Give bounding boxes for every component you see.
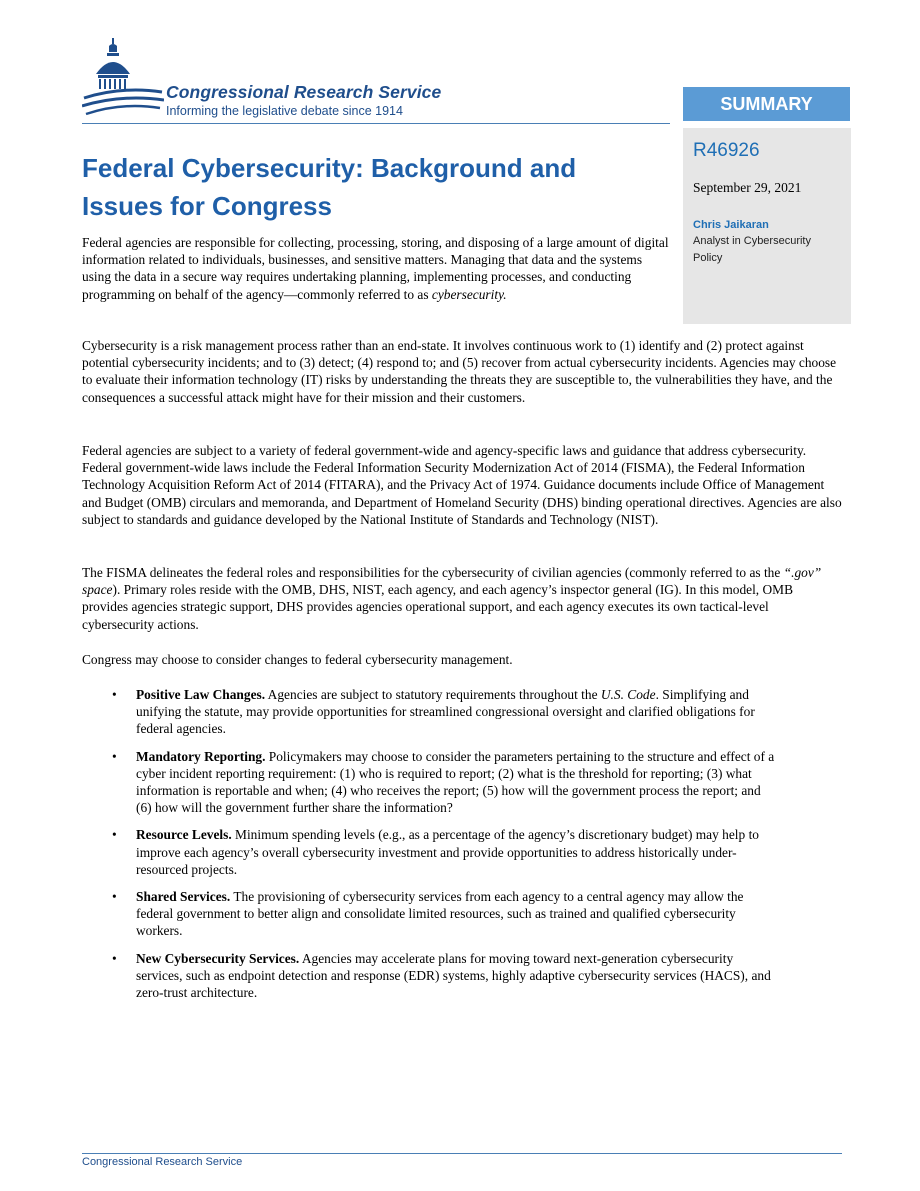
author-title: Analyst in Cybersecurity Policy <box>693 235 811 264</box>
bullet-icon: • <box>112 748 117 764</box>
list-item-label: Resource Levels. <box>136 827 232 843</box>
list-item-label: Mandatory Reporting. <box>136 748 266 764</box>
paragraph-intro-term: cybersecurity. <box>431 286 507 302</box>
list-item-label: Positive Law Changes. <box>136 687 266 702</box>
paragraph-congress: Congress may choose to consider changes to federal cybersecurity management. <box>82 652 513 667</box>
footer-text: Congressional Research Service <box>82 1156 243 1168</box>
bullet-icon: • <box>112 827 117 843</box>
list-item <box>82 888 776 940</box>
list-item-italic: U.S. Code <box>600 687 656 702</box>
report-number: R46926 <box>693 140 760 161</box>
list-item-label: New Cybersecurity Services. <box>136 950 300 966</box>
page-title: Federal Cybersecurity: Background and Issues for Congress <box>82 153 577 221</box>
paragraph-intro <box>82 234 672 303</box>
bullet-icon: • <box>112 687 117 702</box>
list-item <box>82 950 776 1002</box>
list-item-text-cont: . Simplifying and unifying the statute, may provide opportunities for streamlined congressional oversight and clarified obligations for federal agencies. <box>136 687 755 737</box>
paragraph-laws-guidance: Federal agencies are subject to a variety of federal government-wide and agency-specific laws and guidance that address cybersecurity. Federal government-wide laws include the Federal Information Security Modernization Act of 2014 (FISMA), the Federal Information Technology Acquisition Reform Act of 2014 (FITARA), and the Privacy Act of 1974. Guidance documents include Office of Management and Budget (OMB) circulars and memoranda, and Department of Homeland Security (DHS) binding operational directives. Agencies are also subject to standards and guidance developed by the National Institute of Standards and Technology (NIST). <box>82 443 842 527</box>
list-item-label: Shared Services. <box>136 889 231 905</box>
list-item-text: The provisioning of cybersecurity services from each agency to a central agency may allow the federal government to better align and consolidate limited resources, such as trained and qualified cybersecurity workers. <box>136 889 744 939</box>
paragraph-intro-text: Federal agencies are responsible for collecting, processing, storing, and disposing of a large amount of digital information related to individuals, businesses, and sensitive matters. Managing that data and the systems using the data in a secure way requires undertaking planning, implementing processes, and conducting programming on behalf of the agency—commonly referred to as <box>82 235 669 302</box>
brand-name: Congressional Research Service <box>166 82 442 102</box>
summary-sidebar <box>683 128 851 324</box>
report-date: September 29, 2021 <box>693 180 802 195</box>
capitol-dome-icon <box>82 36 164 124</box>
list-item-text: Agencies are subject to statutory requirements throughout the <box>265 687 601 702</box>
list-item-text: Policymakers may choose to consider the parameters pertaining to the structure and effect of a cyber incident reporting requirement: (1) who is required to report; (2) what is the threshold for reporting; (3) what information is reportable and when; (4) who receives the report; (5) how will the government process the report; and (6) how will the government further share the information? <box>136 748 775 816</box>
paragraph-fisma-text: The FISMA delineates the federal roles and responsibilities for the cybersecurity of civilian agencies (commonly referred to as the <box>82 565 784 580</box>
paragraph-fisma-text-cont: ). Primary roles reside with the OMB, DHS, NIST, each agency, and each agency’s inspector general (IG). In this model, OMB provides agencies strategic support, DHS provides agencies operational support, and each agency executes its own tactical-level cybersecurity actions. <box>82 582 794 632</box>
list-item <box>82 748 776 817</box>
brand-tagline: Informing the legislative debate since 1914 <box>166 104 403 118</box>
paragraph-risk-management: Cybersecurity is a risk management process rather than an end-state. It involves continuous work to (1) identify and (2) protect against potential cybersecurity incidents; and to (3) detect; (4) respond to; and (5) recover from actual cybersecurity incidents. Agencies may choose to evaluate their information technology (IT) risks by understanding the threats they are susceptible to, the vulnerabilities they have, and the consequences a successful attack might have for their mission and their customers. <box>82 338 837 405</box>
paragraph-fisma-term: “.gov” space <box>82 565 822 598</box>
crs-logo <box>82 36 482 124</box>
list-item <box>82 686 776 738</box>
list-item-text: Minimum spending levels (e.g., as a percentage of the agency’s discretionary budget) may help to improve each agency’s overall cybersecurity investment and provide opportunities to address historically under-resourced projects. <box>136 827 759 877</box>
footer-divider <box>82 1153 842 1154</box>
bullet-icon: • <box>112 889 117 905</box>
paragraph-fisma-roles <box>82 564 842 633</box>
options-list <box>82 686 842 1011</box>
list-item <box>82 826 776 878</box>
list-item-text: Agencies may accelerate plans for moving toward next-generation cybersecurity services, such as endpoint detection and response (EDR) systems, highly adaptive cybersecurity services (HACS), and zero-trust architecture. <box>136 950 771 1001</box>
author-name: Chris Jaikaran <box>693 219 769 231</box>
bullet-icon: • <box>112 950 117 966</box>
summary-header: SUMMARY <box>683 87 850 121</box>
header-divider <box>82 123 670 124</box>
